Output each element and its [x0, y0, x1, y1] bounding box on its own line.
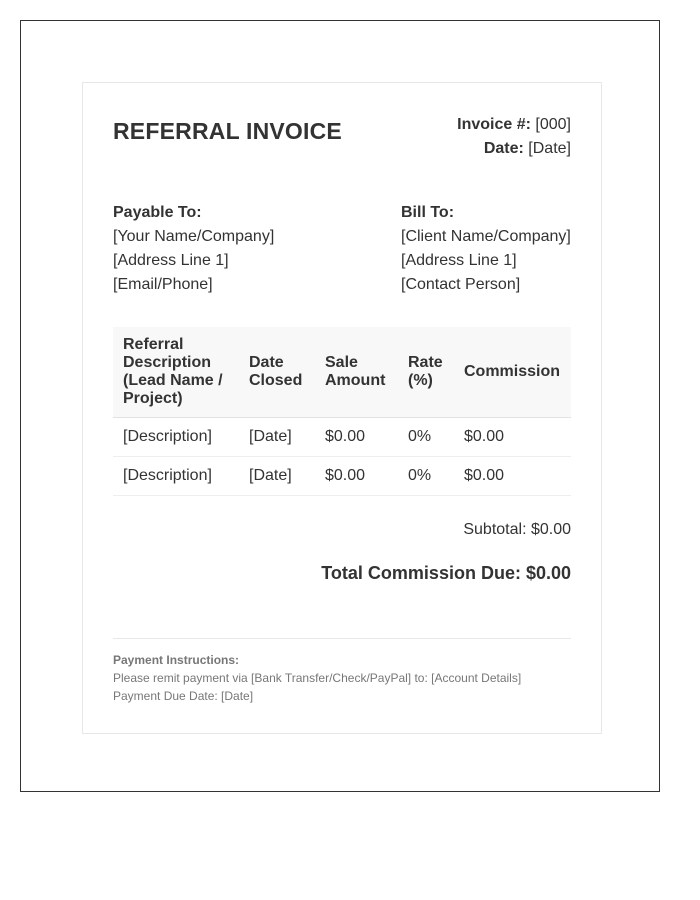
bill-to-line: [Contact Person] [401, 276, 521, 293]
subtotal: Subtotal: $0.00 [463, 521, 571, 538]
footer-divider [113, 638, 571, 639]
invoice-date [457, 137, 571, 161]
bill-to-line: [Client Name/Company] [401, 228, 571, 245]
invoice-card [82, 82, 602, 734]
table-row [113, 418, 571, 457]
bill-to-line: [Address Line 1] [401, 252, 517, 269]
table-row [113, 457, 571, 496]
page-frame [20, 20, 660, 792]
header-commission: Commission [454, 327, 571, 418]
payment-heading: Payment Instructions: [113, 653, 240, 667]
payable-to-line: [Address Line 1] [113, 252, 229, 269]
payment-method-line: Please remit payment via [Bank Transfer/Check/PayPal] to: [Account Details] [113, 671, 522, 685]
cell-rate: 0% [398, 457, 454, 496]
header-sale-amount: Sale Amount [315, 327, 398, 418]
bill-to-heading: Bill To: [401, 204, 455, 221]
cell-rate: 0% [398, 418, 454, 457]
cell-sale-amount: $0.00 [315, 418, 398, 457]
cell-commission: $0.00 [454, 418, 571, 457]
referral-table [113, 327, 571, 496]
cell-description: [Description] [113, 457, 239, 496]
payable-to-line: [Your Name/Company] [113, 228, 275, 245]
payable-to-heading: Payable To: [113, 204, 202, 221]
total-commission-due: Total Commission Due: $0.00 [321, 563, 571, 583]
invoice-title: REFERRAL INVOICE [113, 118, 342, 144]
table-header-row [113, 327, 571, 418]
header-date-closed: Date Closed [239, 327, 315, 418]
invoice-number [457, 113, 571, 137]
bill-to-block [401, 201, 571, 297]
invoice-date-label: Date: [483, 140, 524, 157]
header-rate: Rate (%) [398, 327, 454, 418]
cell-sale-amount: $0.00 [315, 457, 398, 496]
invoice-number-label: Invoice #: [457, 116, 531, 133]
cell-date: [Date] [239, 418, 315, 457]
cell-commission: $0.00 [454, 457, 571, 496]
payment-instructions [113, 651, 521, 705]
payable-to-block [113, 201, 274, 297]
header-description: Referral Description (Lead Name / Project) [113, 327, 239, 418]
cell-date: [Date] [239, 457, 315, 496]
payment-due-date: Payment Due Date: [Date] [113, 689, 254, 703]
payable-to-line: [Email/Phone] [113, 276, 213, 293]
invoice-date-value: [Date] [523, 140, 571, 157]
invoice-number-value: [000] [530, 116, 571, 133]
invoice-meta [457, 113, 571, 161]
cell-description: [Description] [113, 418, 239, 457]
